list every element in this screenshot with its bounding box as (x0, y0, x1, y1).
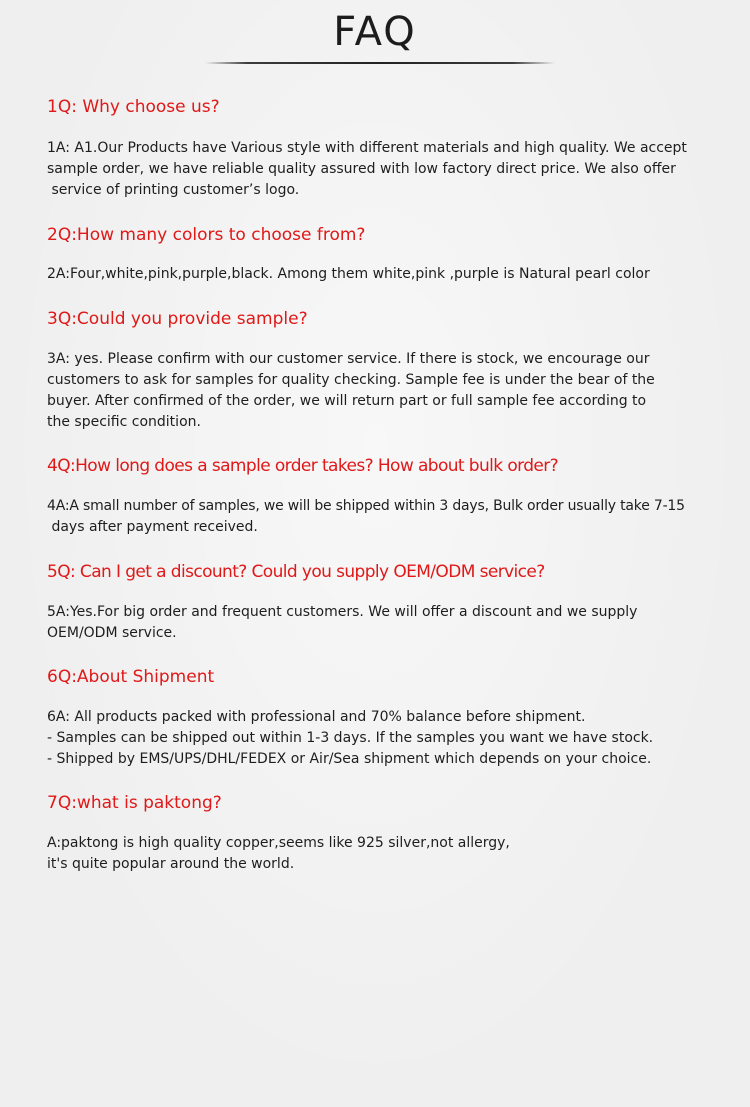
faq-question: 1Q: Why choose us? (47, 97, 220, 117)
faq-question: 5Q: Can I get a discount? Could you supply OEM/ODM service? (47, 562, 545, 582)
answer-line: it's quite popular around the world. (47, 856, 295, 872)
faq-item-5 (47, 561, 727, 644)
answer-line: buyer. After confirmed of the order, we will return part or full sample fee according to (47, 393, 647, 409)
faq-answer (47, 264, 727, 285)
answer-line: customers to ask for samples for quality checking. Sample fee is under the bear of the (47, 372, 655, 388)
faq-item-6 (47, 666, 727, 770)
faq-question: 2Q:How many colors to choose from? (47, 225, 366, 245)
faq-item-3 (47, 308, 727, 433)
answer-line: the specific condition. (47, 414, 201, 430)
faq-item-7 (47, 792, 727, 875)
faq-answer (47, 496, 727, 538)
faq-answer (47, 707, 727, 770)
answer-line: 5A:Yes.For big order and frequent customers. We will offer a discount and we supply (47, 604, 638, 620)
answer-line: - Samples can be shipped out within 1-3 days. If the samples you want we have stock. (47, 730, 654, 746)
faq-item-2 (47, 224, 727, 285)
answer-line: 1A: A1.Our Products have Various style with different materials and high quality. We accept (47, 140, 687, 156)
answer-line: 2A:Four,white,pink,purple,black. Among them white,pink ,purple is Natural pearl color (47, 266, 650, 282)
answer-line: - Shipped by EMS/UPS/DHL/FEDEX or Air/Sea shipment which depends on your choice. (47, 751, 652, 767)
faq-item-4 (47, 455, 727, 538)
answer-line: 4A:A small number of samples, we will be shipped within 3 days, Bulk order usually take 7-15 (47, 498, 685, 514)
answer-line: OEM/ODM service. (47, 625, 177, 641)
faq-answer (47, 602, 727, 644)
answer-line: days after payment received. (47, 519, 258, 535)
answer-line: 3A: yes. Please confirm with our customer service. If there is stock, we encourage our (47, 351, 650, 367)
faq-answer (47, 138, 727, 201)
answer-line: A:paktong is high quality copper,seems like 925 silver,not allergy, (47, 835, 510, 851)
faq-question: 3Q:Could you provide sample? (47, 309, 308, 329)
faq-answer (47, 833, 727, 875)
title-divider (205, 62, 555, 64)
faq-question: 6Q:About Shipment (47, 667, 215, 687)
faq-answer (47, 349, 727, 433)
faq-question: 7Q:what is paktong? (47, 793, 222, 813)
page-title: FAQ (333, 9, 417, 55)
faq-question: 4Q:How long does a sample order takes? How about bulk order? (47, 456, 559, 476)
answer-line: sample order, we have reliable quality assured with low factory direct price. We also offer (47, 161, 676, 177)
answer-line: service of printing customer’s logo. (47, 182, 300, 198)
faq-item-1 (47, 96, 727, 201)
answer-line: 6A: All products packed with professional and 70% balance before shipment. (47, 709, 586, 725)
